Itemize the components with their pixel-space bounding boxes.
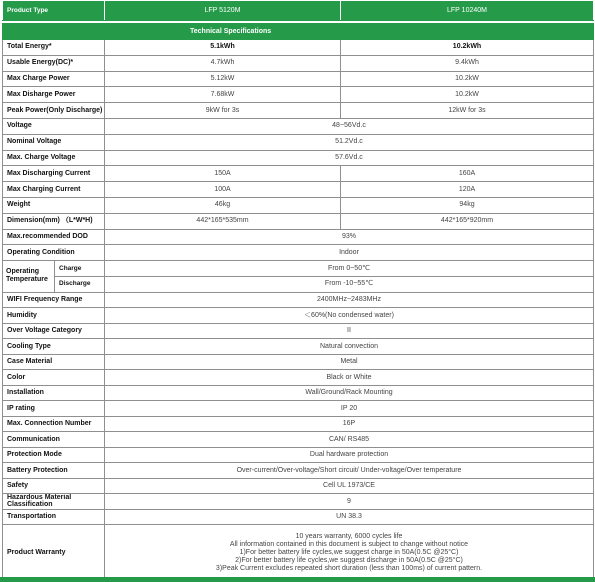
warranty-line: 2)For better battery life cycles,we suggest discharge in 50A(0.5C @25°C) (235, 556, 463, 564)
spec-row-communication (3, 432, 594, 448)
spec-label: Color (3, 370, 105, 386)
spec-value: 57.6Vd.c (105, 150, 594, 166)
warranty-line: All information contained in this document is subject to change without notice (229, 540, 469, 548)
spec-row-nominal-voltage (3, 134, 594, 150)
spec-label: Max Charging Current (3, 182, 105, 198)
warranty-line: 3)Peak Current excludes repeated short duration (less than 100ms) of current pattern. (215, 564, 483, 572)
spec-value: 94kg (341, 197, 594, 213)
spec-row-max-charging-current (3, 182, 594, 198)
warranty-text (105, 525, 594, 581)
model-2-header: LFP 10240M (341, 1, 594, 21)
spec-value: 4.7kWh (105, 55, 341, 71)
spec-row-peak-power (3, 103, 594, 119)
spec-value: 2400MHz~2483MHz (105, 292, 594, 308)
spec-row-usable-energy (3, 55, 594, 71)
spec-row-safety (3, 478, 594, 494)
spec-row-total-energy (3, 40, 594, 56)
spec-label: Operating Temperature (3, 261, 55, 293)
spec-row-operating-temp-discharge (3, 276, 594, 292)
spec-row-cooling (3, 339, 594, 355)
footer-bar (0, 577, 595, 582)
specifications-table (2, 0, 594, 581)
spec-row-case-material (3, 354, 594, 370)
model-1-header: LFP 5120M (105, 1, 341, 21)
spec-label: Over Voltage Category (3, 323, 105, 339)
spec-row-protection-mode (3, 447, 594, 463)
spec-label: Installation (3, 385, 105, 401)
spec-sublabel: Charge (55, 261, 105, 277)
spec-value: 51.2Vd.c (105, 134, 594, 150)
spec-label: Communication (3, 432, 105, 448)
spec-value: Natural convection (105, 339, 594, 355)
spec-row-operating-condition (3, 245, 594, 261)
spec-value: ＜60%(No condensed water) (105, 308, 594, 324)
spec-row-hazardous (3, 494, 594, 510)
spec-value: 7.68kW (105, 87, 341, 103)
spec-value: Wall/Ground/Rack Mounting (105, 385, 594, 401)
spec-label: Max.recommended DOD (3, 229, 105, 245)
spec-value: Dual hardware protection (105, 447, 594, 463)
spec-row-max-connection (3, 416, 594, 432)
spec-value: 442*165*920mm (341, 213, 594, 229)
spec-value: 5.1kWh (105, 40, 341, 56)
spec-row-operating-temp-charge (3, 261, 594, 277)
spec-value: Indoor (105, 245, 594, 261)
spec-row-voltage (3, 118, 594, 134)
spec-value: From 0~50℃ (105, 261, 594, 277)
spec-value: 10.2kW (341, 87, 594, 103)
spec-sublabel: Discharge (55, 276, 105, 292)
spec-label: Product Warranty (3, 525, 105, 581)
spec-value: CAN/ RS485 (105, 432, 594, 448)
spec-value: From -10~55℃ (105, 276, 594, 292)
spec-value: 93% (105, 229, 594, 245)
spec-row-max-discharge-power (3, 87, 594, 103)
spec-label: Safety (3, 478, 105, 494)
spec-value: 9 (105, 494, 594, 510)
section-title: Technical Specifications (105, 24, 594, 40)
spec-value: 10.2kW (341, 71, 594, 87)
spec-label: WIFI Frequency Range (3, 292, 105, 308)
spec-value: 442*165*535mm (105, 213, 341, 229)
spec-row-wifi (3, 292, 594, 308)
spec-label: Total Energy* (3, 40, 105, 56)
spec-label: Peak Power(Only Discharge) (3, 103, 105, 119)
spec-value: 9.4kWh (341, 55, 594, 71)
spec-label: Max. Charge Voltage (3, 150, 105, 166)
spec-value: 10.2kWh (341, 40, 594, 56)
spec-row-dimension (3, 213, 594, 229)
spec-value: 100A (105, 182, 341, 198)
spec-value: 160A (341, 166, 594, 182)
spec-value: 5.12kW (105, 71, 341, 87)
spec-row-over-voltage (3, 323, 594, 339)
spec-label: IP rating (3, 401, 105, 417)
spec-value: 120A (341, 182, 594, 198)
spec-label: Case Material (3, 354, 105, 370)
spec-label: Humidity (3, 308, 105, 324)
spec-label: Protection Mode (3, 447, 105, 463)
spec-value: Over-current/Over-voltage/Short circuit/ Under-voltage/Over temperature (105, 463, 594, 479)
spec-label: Max Charge Power (3, 71, 105, 87)
spec-value: 46kg (105, 197, 341, 213)
spec-value: II (105, 323, 594, 339)
spec-row-max-dod (3, 229, 594, 245)
spec-row-warranty (3, 525, 594, 581)
spec-label: Voltage (3, 118, 105, 134)
spec-row-weight (3, 197, 594, 213)
spec-row-max-discharging-current (3, 166, 594, 182)
spec-label: Battery Protection (3, 463, 105, 479)
spec-row-color (3, 370, 594, 386)
spec-label: Operating Condition (3, 245, 105, 261)
spec-value: 16P (105, 416, 594, 432)
spec-row-battery-protection (3, 463, 594, 479)
spec-row-installation (3, 385, 594, 401)
product-type-label: Product Type (3, 1, 105, 21)
warranty-line: 1)For better battery life cycles,we suggest charge in 50A(0.5C @25°C) (239, 548, 459, 556)
spec-row-transportation (3, 509, 594, 525)
spec-value: Metal (105, 354, 594, 370)
spec-row-max-charge-voltage (3, 150, 594, 166)
section-title-row (3, 24, 594, 40)
spec-label: Weight (3, 197, 105, 213)
spec-value: Cell UL 1973/CE (105, 478, 594, 494)
spec-label: Max. Connection Number (3, 416, 105, 432)
spec-value: UN 38.3 (105, 509, 594, 525)
spec-label: Hazardous Material Classification (3, 494, 105, 510)
header-row (3, 1, 594, 21)
spec-label: Usable Energy(DC)* (3, 55, 105, 71)
spec-value: 48~56Vd.c (105, 118, 594, 134)
spec-label: Cooling Type (3, 339, 105, 355)
spec-label: Nominal Voltage (3, 134, 105, 150)
spec-label: Dimension(mm) （L*W*H) (3, 213, 105, 229)
warranty-line: 10 years warranty, 6000 cycles life (295, 532, 403, 540)
spec-label: Max Discharging Current (3, 166, 105, 182)
spec-row-ip-rating (3, 401, 594, 417)
spec-value: IP 20 (105, 401, 594, 417)
spec-value: 9kW for 3s (105, 103, 341, 119)
spec-row-max-charge-power (3, 71, 594, 87)
spec-value: 150A (105, 166, 341, 182)
spec-value: 12kW for 3s (341, 103, 594, 119)
spec-label: Max Disharge Power (3, 87, 105, 103)
spec-value: Black or White (105, 370, 594, 386)
spec-label: Transportation (3, 509, 105, 525)
spec-row-humidity (3, 308, 594, 324)
